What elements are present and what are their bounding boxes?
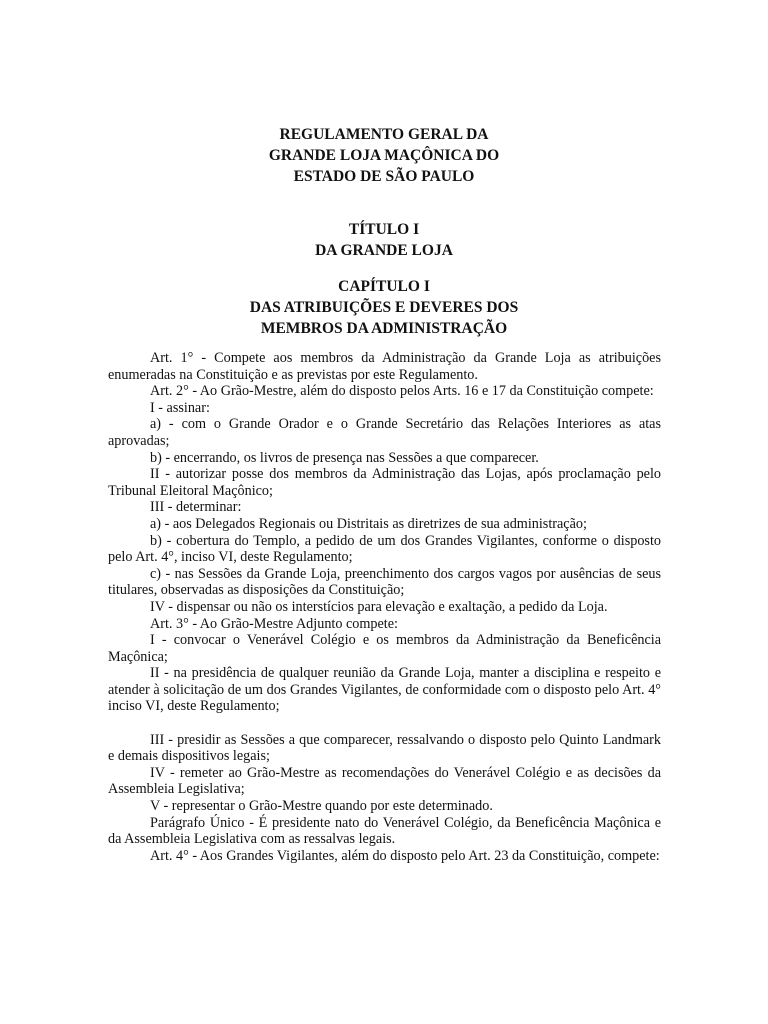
paragraph-item: II - autorizar posse dos membros da Administração das Lojas, após proclamação pelo Tribunal Eleitoral Maçônico; — [108, 466, 661, 499]
paragraph-item: III - determinar: — [150, 499, 242, 516]
paragraph-item: III - presidir as Sessões a que comparecer, ressalvando o disposto pelo Quinto Landmark e demais dispositivos legais; — [108, 731, 661, 765]
paragraph-art-2: Art. 2° - Ao Grão-Mestre, além do disposto pelos Arts. 16 e 17 da Constituição compete: — [150, 383, 654, 400]
capitulo-line: DAS ATRIBUIÇÕES E DEVERES DOS — [249, 299, 519, 316]
titulo-heading — [0, 219, 768, 261]
paragraph-item: a) - aos Delegados Regionais ou Distritais as diretrizes de sua administração; — [150, 515, 587, 532]
document-body — [108, 350, 661, 864]
title-line: GRANDE LOJA MAÇÔNICA DO — [268, 147, 500, 164]
paragraph-item: IV - dispensar ou não os interstícios para elevação e exaltação, a pedido da Loja. — [150, 598, 608, 615]
document-title — [0, 124, 768, 187]
paragraph-item: a) - com o Grande Orador e o Grande Secretário das Relações Interiores as atas aprovadas; — [108, 416, 661, 449]
paragraph-item: II - na presidência de qualquer reunião da Grande Loja, manter a disciplina e respeito e atender à solicitação de um dos Grandes Vigilantes, de conformidade com o disposto pelo Art. 4° inciso VI, deste Regulamento; — [108, 665, 661, 715]
paragraph-item: IV - remeter ao Grão-Mestre as recomendações do Venerável Colégio e as decisões da Assembleia Legislativa; — [108, 764, 661, 798]
paragraph-art-4: Art. 4° - Aos Grandes Vigilantes, além do disposto pelo Art. 23 da Constituição, compete: — [150, 847, 660, 864]
paragraph-item: b) - encerrando, os livros de presença nas Sessões a que comparecer. — [150, 449, 539, 466]
capitulo-line: CAPÍTULO I — [338, 278, 430, 295]
capitulo-line: MEMBROS DA ADMINISTRAÇÃO — [260, 320, 508, 337]
paragraph-item: I - convocar o Venerável Colégio e os membros da Administração da Beneficência Maçônica; — [108, 632, 661, 665]
paragraph-item: c) - nas Sessões da Grande Loja, preenchimento dos cargos vagos por ausências de seus titulares, observadas as disposições da Constituição; — [108, 565, 661, 599]
paragraph-item: V - representar o Grão-Mestre quando por este determinado. — [150, 798, 493, 815]
capitulo-heading — [0, 276, 768, 339]
title-line: ESTADO DE SÃO PAULO — [293, 168, 475, 185]
titulo-line: TÍTULO I — [348, 221, 420, 238]
paragraph-item: I - assinar: — [150, 399, 210, 416]
paragraph-item: b) - cobertura do Templo, a pedido de um dos Grandes Vigilantes, conforme o disposto pelo Art. 4°, inciso VI, deste Regulamento; — [108, 532, 661, 566]
titulo-line: DA GRANDE LOJA — [315, 242, 453, 259]
title-line: REGULAMENTO GERAL DA — [279, 126, 489, 143]
paragraph-art-3: Art. 3° - Ao Grão-Mestre Adjunto compete: — [150, 615, 398, 632]
paragraph-art-1: Art. 1° - Compete aos membros da Administração da Grande Loja as atribuições enumeradas na Constituição e as previstas por este Regulamento. — [108, 350, 661, 383]
paragraph-unico: Parágrafo Único - É presidente nato do Venerável Colégio, da Beneficência Maçônica e da Assembleia Legislativa com as ressalvas legais. — [108, 814, 661, 848]
